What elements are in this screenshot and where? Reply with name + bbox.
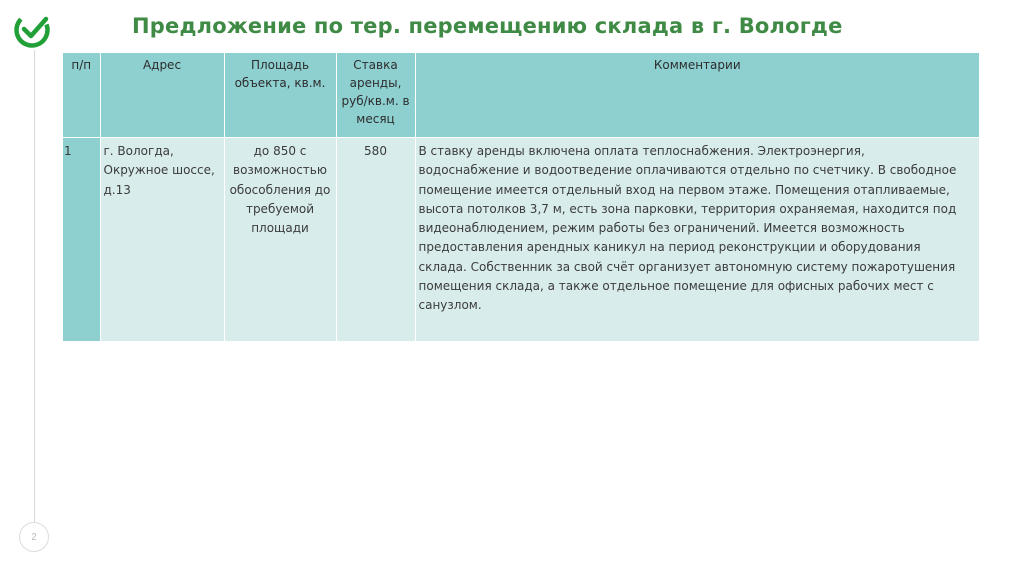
page-title: Предложение по тер. перемещению склада в г. Вологде	[132, 14, 843, 38]
header-comments: Комментарии	[415, 53, 979, 138]
table-row	[63, 138, 979, 342]
header-num: п/п	[63, 53, 100, 138]
table-header-row	[63, 53, 979, 138]
cell-area: до 850 с возможностью обособления до требуемой площади	[224, 138, 336, 342]
sberbank-logo-icon	[12, 10, 52, 50]
cell-num: 1	[63, 138, 100, 342]
offer-table	[63, 53, 979, 341]
cell-comments: В ставку аренды включена оплата теплоснабжения. Электроэнергия, водоснабжение и водоотведение оплачиваются отдельно по счетчику. В свободное помещение имеется отдельный вход на первом этаже. Помещения отапливаемые, высота потолков 3,7 м, есть зона парковки, территория охраняемая, находится под видеонаблюдением, режим работы без ограничений. Имеется возможность предоставления арендных каникул на период реконструкции и оборудования склада. Собственник за свой счёт организует автономную систему пожаротушения помещения склада, а также отдельное помещение для офисных рабочих мест с санузлом.	[415, 138, 979, 342]
header-area: Площадь объекта, кв.м.	[224, 53, 336, 138]
cell-address: г. Вологда, Окружное шоссе, д.13	[100, 138, 224, 342]
header-address: Адрес	[100, 53, 224, 138]
header-rate: Ставка аренды, руб/кв.м. в месяц	[336, 53, 415, 138]
page-number: 2	[19, 522, 49, 552]
cell-rate: 580	[336, 138, 415, 342]
side-divider-line	[34, 50, 35, 522]
